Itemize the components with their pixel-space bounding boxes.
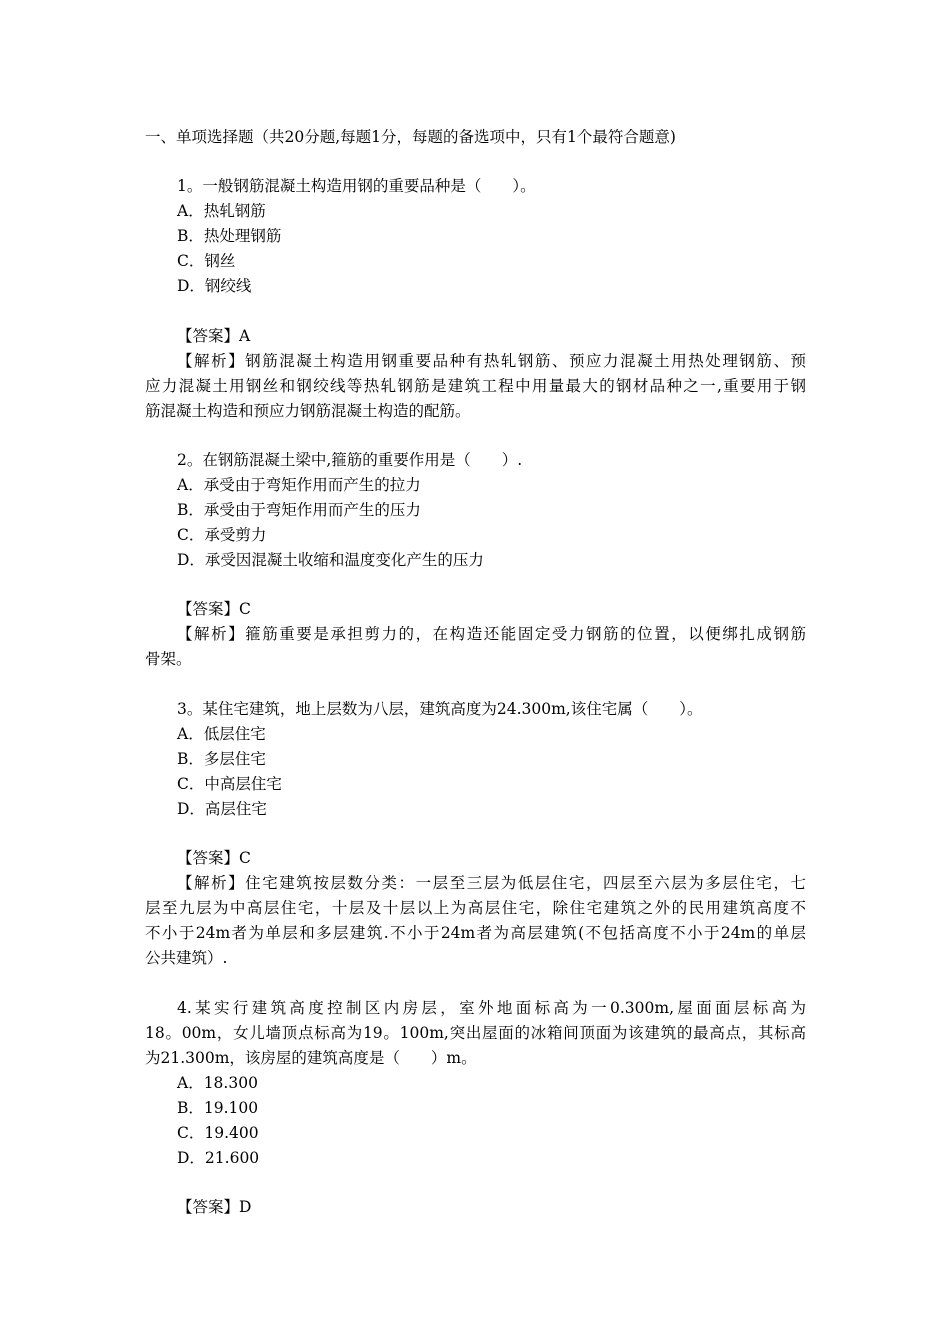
option-a: A．承受由于弯矩作用而产生的拉力 [177, 476, 421, 494]
option-d: D．钢绞线 [177, 277, 252, 295]
option-c: C．钢丝 [177, 252, 236, 270]
question-stem: 18。00m，女儿墙顶点标高为19。100m,突出屋面的冰箱间顶面为该建筑的最高点，其标高 [145, 1024, 806, 1042]
question-stem: 4.某实行建筑高度控制区内房层，室外地面标高为一0.300m,屋面面层标高为 [177, 999, 806, 1017]
question-stem: 3。某住宅建筑，地上层数为八层，建筑高度为24.300m,该住宅属（ ）。 [177, 700, 703, 718]
analysis-line: 公共建筑）. [145, 949, 228, 967]
question-stem: 1。一般钢筋混凝土构造用钢的重要品种是（ ）。 [177, 177, 536, 195]
analysis-line: 【解析】钢筋混凝土构造用钢重要品种有热轧钢筋、预应力混凝土用热处理钢筋、预 [177, 352, 806, 370]
question-stem: 为21.300m，该房屋的建筑高度是（ ）m。 [145, 1049, 477, 1067]
answer-label: 【答案】D [177, 1198, 252, 1216]
analysis-line: 应力混凝土用钢丝和钢绞线等热轧钢筋是建筑工程中用量最大的钢材品种之一,重要用于钢 [145, 377, 806, 395]
analysis-line: 骨架。 [145, 650, 192, 668]
option-b: B．19.100 [177, 1099, 259, 1117]
answer-label: 【答案】A [177, 327, 251, 345]
option-c: C．承受剪力 [177, 526, 267, 544]
option-b: B．承受由于弯矩作用而产生的压力 [177, 501, 421, 519]
analysis-line: 层至九层为中高层住宅，十层及十层以上为高层住宅，除住宅建筑之外的民用建筑高度不 [145, 899, 806, 917]
answer-label: 【答案】C [177, 600, 251, 618]
option-c: C．中高层住宅 [177, 775, 282, 793]
option-a: A．热轧钢筋 [177, 202, 266, 220]
analysis-line: 筋混凝土构造和预应力钢筋混凝土构造的配筋。 [145, 402, 471, 420]
option-d: D．21.600 [177, 1149, 260, 1167]
analysis-line: 不小于24m者为单层和多层建筑.不小于24m者为高层建筑(不包括高度不小于24m的单层 [145, 924, 806, 942]
analysis-line: 【解析】箍筋重要是承担剪力的，在构造还能固定受力钢筋的位置，以便绑扎成钢筋 [177, 625, 806, 643]
answer-label: 【答案】C [177, 849, 251, 867]
option-a: A．18.300 [177, 1074, 258, 1092]
question-stem: 2。在钢筋混凝土梁中,箍筋的重要作用是（ ）. [177, 451, 523, 469]
option-a: A．低层住宅 [177, 725, 266, 743]
option-b: B．多层住宅 [177, 750, 266, 768]
option-b: B．热处理钢筋 [177, 227, 282, 245]
option-d: D．高层住宅 [177, 800, 267, 818]
option-d: D．承受因混凝土收缩和温度变化产生的压力 [177, 551, 484, 569]
option-c: C．19.400 [177, 1124, 259, 1142]
section-title: 一、单项选择题（共20分题,每题1分，每题的备选项中，只有1个最符合题意) [145, 128, 676, 146]
analysis-line: 【解析】住宅建筑按层数分类：一层至三层为低层住宅，四层至六层为多层住宅，七 [177, 874, 806, 892]
